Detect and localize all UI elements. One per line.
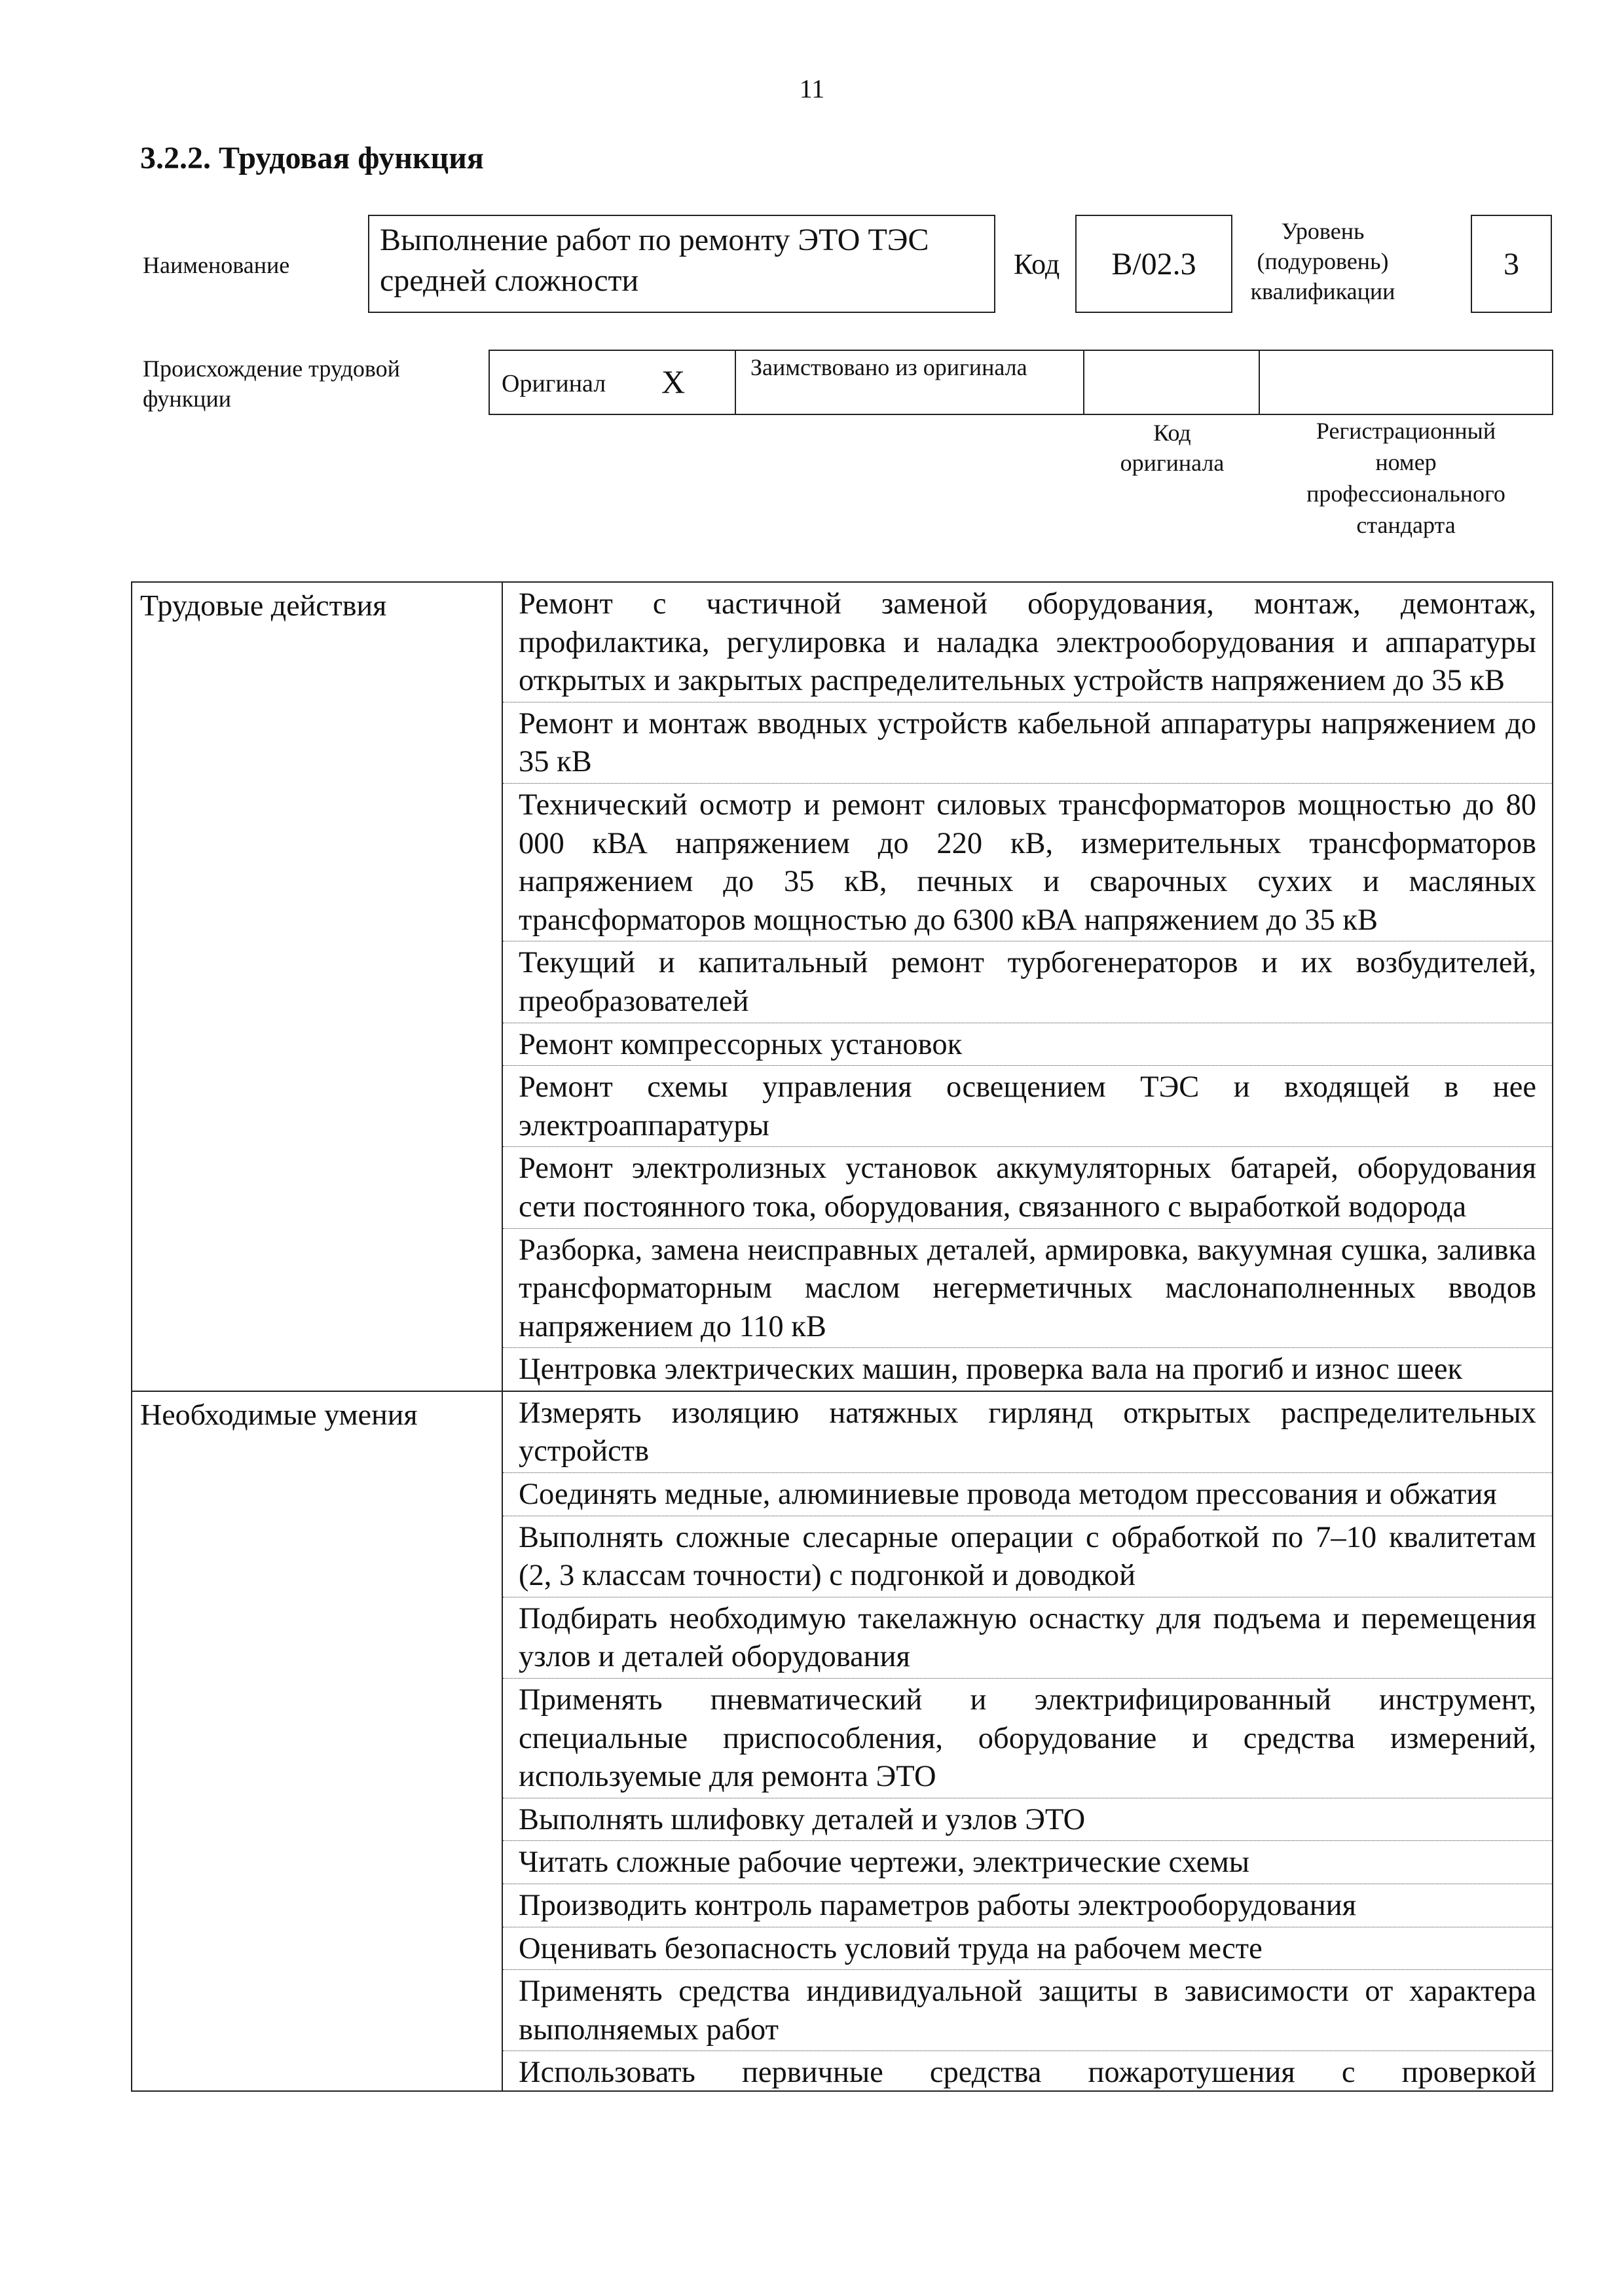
original-label: Оригинал [502, 370, 606, 397]
required-skills-label: Необходимые умения [132, 1391, 502, 2092]
function-name-box [368, 215, 995, 313]
level-value: 3 [1504, 246, 1519, 282]
function-name-value: Выполнение работ по ремонту ЭТО ТЭС средней сложности [380, 223, 929, 298]
code-caption-line-1: Код [1153, 420, 1191, 446]
list-item: Разборка, замена неисправных деталей, армировка, вакуумная сушка, заливка трансформаторным маслом негерметичных маслонаполненных вводов напряжением до 110 кВ [503, 1229, 1552, 1349]
labor-actions-list [502, 582, 1553, 1391]
section-title: 3.2.2. Трудовая функция [140, 141, 484, 175]
level-label-line-3: квалификации [1250, 278, 1395, 304]
reg-caption-line-4: стандарта [1356, 512, 1456, 538]
list-item: Соединять медные, алюминиевые провода методом прессования и обжатия [503, 1473, 1552, 1516]
reg-caption-line-2: номер [1375, 449, 1437, 475]
origin-divider [735, 350, 736, 415]
borrowed-label: Заимствовано из оригинала [750, 354, 1027, 380]
qualification-level-label [1244, 216, 1401, 306]
list-item: Применять пневматический и электрифицированный инструмент, специальные приспособления, оборудование и средства измерений, используемые для ремонта ЭТО [503, 1679, 1552, 1798]
list-item: Ремонт компрессорных установок [503, 1023, 1552, 1066]
code-value: В/02.3 [1111, 246, 1196, 282]
origin-label: Происхождение трудовой функции [143, 355, 400, 412]
list-item: Использовать первичные средства пожаротушения с проверкой [519, 2056, 1536, 2090]
code-caption-line-2: оригинала [1120, 450, 1225, 476]
labor-actions-row [132, 582, 1553, 1391]
list-item: Ремонт схемы управления освещением ТЭС и входящей в нее электроаппаратуры [503, 1066, 1552, 1147]
list-item: Ремонт и монтаж вводных устройств кабельной аппаратуры напряжением до 35 кВ [503, 702, 1552, 784]
labor-actions-label: Трудовые действия [132, 582, 502, 1391]
original-code-caption [1087, 418, 1257, 478]
level-value-box [1471, 215, 1552, 313]
list-item: Читать сложные рабочие чертежи, электрические схемы [503, 1841, 1552, 1884]
reg-caption-line-3: профессионального [1306, 481, 1505, 507]
required-skills-list [502, 1391, 1553, 2092]
origin-divider [1083, 350, 1084, 415]
list-item: Подбирать необходимую такелажную оснастку для подъема и перемещения узлов и деталей оборудования [503, 1597, 1552, 1679]
list-item: Текущий и капитальный ремонт турбогенераторов и их возбудителей, преобразователей [503, 941, 1552, 1023]
level-label-line-2: (подуровень) [1257, 248, 1389, 274]
list-item: Ремонт с частичной заменой оборудования, монтаж, демонтаж, профилактика, регулировка и наладка электрооборудования и аппаратуры открытых и закрытых распределительных устройств напряжением до 35 кВ [503, 583, 1552, 702]
name-label: Наименование [143, 252, 290, 278]
list-item: Технический осмотр и ремонт силовых трансформаторов мощностью до 80 000 кВА напряжением до 220 кВ, измерительных трансформаторов напряжением до 35 кВ, печных и сварочных сухих и масляных трансформаторов мощностью до 6300 кВА напряжением до 35 кВ [503, 784, 1552, 941]
required-skills-row [132, 1391, 1553, 2092]
level-label-line-1: Уровень [1281, 218, 1365, 244]
registration-number-caption [1259, 415, 1553, 541]
page-number: 11 [799, 74, 825, 103]
code-value-box [1075, 215, 1232, 313]
list-item: Выполнять сложные слесарные операции с обработкой по 7–10 квалитетам (2, 3 классам точности) с подгонкой и доводкой [503, 1516, 1552, 1597]
original-mark: X [661, 363, 686, 400]
reg-caption-line-1: Регистрационный [1316, 418, 1496, 444]
list-item: Выполнять шлифовку деталей и узлов ЭТО [503, 1798, 1552, 1842]
list-item: Центровка электрических машин, проверка вала на прогиб и износ шеек [519, 1353, 1463, 1387]
code-label: Код [1014, 248, 1060, 280]
list-item: Ремонт электролизных установок аккумуляторных батарей, оборудования сети постоянного тока, оборудования, связанного с выработкой водорода [503, 1147, 1552, 1228]
origin-divider [1259, 350, 1260, 415]
function-content-table [131, 581, 1553, 2092]
list-item: Применять средства индивидуальной защиты в зависимости от характера выполняемых работ [503, 1970, 1552, 2051]
list-item: Производить контроль параметров работы электрооборудования [503, 1884, 1552, 1927]
list-item: Оценивать безопасность условий труда на рабочем месте [503, 1927, 1552, 1971]
list-item: Измерять изоляцию натяжных гирлянд открытых распределительных устройств [503, 1392, 1552, 1473]
